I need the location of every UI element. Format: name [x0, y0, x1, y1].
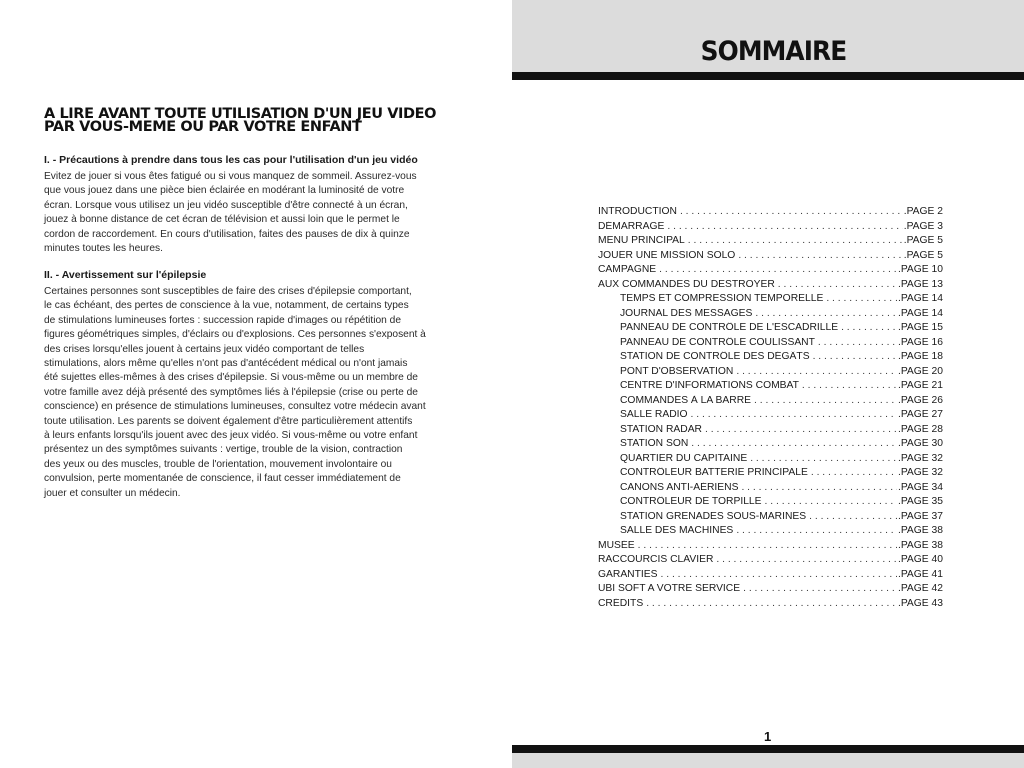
toc-entry-label: CANONS ANTI-AÉRIENS [620, 481, 739, 493]
precautions-heading: I. - Précautions à prendre dans tous les cas pour l'utilisation d'un jeu vidéo [44, 154, 418, 166]
toc-entry [598, 351, 943, 366]
toc-entry-label: STATION DE CONTRÔLE DES DÉGÂTS [620, 351, 810, 362]
toc-entry-page: .PAGE 21 [897, 380, 943, 391]
toc-leader-dots [688, 235, 903, 246]
paragraph-line: stimulations, alors même qu'elles n'ont pas d'antécédent médical ou n'ont jamais [44, 358, 408, 370]
toc-entry-page: .PAGE 43 [897, 597, 943, 609]
toc-entry [598, 206, 943, 221]
toc-entry [598, 293, 943, 308]
toc-leader-dots [841, 322, 897, 333]
toc-leader-dots [736, 366, 897, 377]
header-band [512, 0, 1024, 72]
toc-entry-label: TEMPS ET COMPRESSION TEMPORELLE [620, 293, 824, 304]
toc-entry-label: SALLE RADIO [620, 409, 688, 420]
toc-entry-label: PONT D'OBSERVATION [620, 365, 734, 377]
toc-leader-dots [667, 221, 902, 232]
toc-entry-label: JOUER UNE MISSION SOLO [598, 249, 736, 261]
paragraph-line: convulsion, perte momentanée de conscience, il faut cesser immédiatement de [44, 473, 401, 485]
paragraph-line: été sujettes elles-mêmes à des crises d'épilepsie. Si vous-même ou un membre de [44, 372, 418, 384]
paragraph-line: Certaines personnes sont susceptibles de faire des crises d'épilepsie comportant, [44, 286, 412, 297]
toc-entry-label: CENTRE D'INFORMATIONS COMBAT [620, 380, 799, 391]
toc-entry [598, 511, 943, 526]
toc-entry-label: STATION GRENADES SOUS-MARINES [620, 510, 807, 522]
toc-entry-label: PANNEAU DE CONTRÔLE DE L'ESCADRILLE [620, 322, 839, 333]
toc-leader-dots [765, 496, 897, 507]
toc-entry [598, 554, 943, 569]
toc-entry [598, 221, 943, 236]
toc-entry-label: STATION RADAR [620, 423, 702, 435]
toc-entry [598, 540, 943, 555]
toc-leader-dots [705, 424, 897, 435]
toc-entry-page: .PAGE 16 [897, 336, 943, 348]
toc-leader-dots [716, 554, 897, 565]
toc-entry-page: .PAGE 26 [897, 394, 943, 406]
paragraph-line: que vous jouez dans une pièce bien éclairée en modérant la luminosité de votre [44, 185, 405, 197]
right-page [512, 0, 1024, 768]
toc-entry [598, 438, 943, 453]
page-number: 1 [764, 729, 772, 744]
toc-entry [598, 598, 943, 613]
toc-entry-label: COMMANDES À LA BARRE [620, 394, 752, 406]
paragraph-line: figures géométriques simples, d'éclairs ou d'explosions. Ces personnes s'exposent à [44, 329, 426, 341]
toc-entry-page: .PAGE 20 [897, 365, 943, 377]
paragraph-line: conscience) en présence de stimulations lumineuses, consultez votre médecin avant [44, 401, 426, 413]
toc-entry [598, 337, 943, 352]
toc-entry [598, 409, 943, 424]
toc-leader-dots [818, 337, 897, 348]
toc-entry-label: GARANTIES [598, 568, 658, 580]
toc-entry-label: CONTRÔLEUR DE TORPILLE [620, 496, 762, 507]
paragraph-line: minutes toutes les heures. [44, 243, 163, 255]
precautions-paragraph [44, 170, 474, 256]
toc-entry-page: .PAGE 27 [897, 409, 943, 420]
warning-title [44, 108, 474, 134]
paragraph-line: écran. Lorsque vous utilisez un jeu vidéo susceptible d'être connecté à un écran, [44, 199, 408, 211]
paragraph-line: cordon de raccordement. En cours d'utilisation, faites des pauses de dix à quinze [44, 228, 410, 240]
toc-entry-page: .PAGE 18 [897, 351, 943, 362]
toc-entry-page: .PAGE 15 [897, 322, 943, 333]
toc-entry-page: .PAGE 40 [897, 554, 943, 565]
toc-entry [598, 250, 943, 265]
toc-entry [598, 279, 943, 294]
toc-leader-dots [736, 525, 897, 536]
toc-entry-page: .PAGE 37 [897, 510, 943, 522]
toc-entry-label: RACCOURCIS CLAVIER [598, 554, 714, 565]
paragraph-line: des yeux ou des muscles, trouble de l'orientation, mouvement involontaire ou [44, 458, 392, 470]
toc-entry [598, 235, 943, 250]
toc-leader-dots [826, 293, 897, 304]
toc-leader-dots [778, 279, 897, 290]
toc-entry-page: .PAGE 5 [903, 235, 943, 246]
paragraph-line: à leurs enfants lorsqu'ils jouent avec des jeux vidéo. Si vous-même ou votre enfant [44, 430, 418, 442]
toc-entry-label: JOURNAL DES MESSAGES [620, 307, 753, 319]
footer-band [512, 753, 1024, 768]
toc-leader-dots [661, 569, 897, 580]
toc-entry [598, 395, 943, 410]
paragraph-line: Evitez de jouer si vous êtes fatigué ou si vous manquez de sommeil. Assurez-vous [44, 171, 417, 182]
paragraph-line: jouez à bonne distance de cet écran de télévision et aussi loin que le permet le [44, 214, 400, 226]
toc-entry-page: .PAGE 5 [903, 249, 943, 261]
warning-title-line: A LIRE AVANT TOUTE UTILISATION D'UN JEU VIDEO [44, 106, 437, 122]
toc-entry [598, 322, 943, 337]
toc-entry [598, 482, 943, 497]
toc-entry-label: QUARTIER DU CAPITAINE [620, 452, 748, 464]
footer-rule [512, 745, 1024, 753]
paragraph-line: toute utilisation. Les parents se doivent également d'être particulièrement attentifs [44, 415, 413, 427]
paragraph-line: des crises lorsqu'elles jouent à certains jeux vidéo comportant de telles [44, 343, 365, 355]
toc-entry-page: .PAGE 2 [903, 206, 943, 217]
toc-entry-label: CONTRÔLEUR BATTERIE PRINCIPALE [620, 467, 808, 478]
toc-entry-page: .PAGE 42 [897, 583, 943, 594]
toc-entry [598, 308, 943, 323]
toc-entry-page: .PAGE 32 [897, 452, 943, 464]
toc-entry-page: .PAGE 38 [897, 525, 943, 536]
toc-entry-page: .PAGE 38 [897, 539, 943, 551]
toc-entry [598, 424, 943, 439]
paragraph-line: présentez un des symptômes suivants : vertige, trouble de la vision, contraction [44, 444, 403, 456]
toc-entry [598, 264, 943, 279]
paragraph-line: le cas échéant, des pertes de conscience à la vue, notamment, de certains types [44, 300, 409, 312]
toc-entry-page: .PAGE 35 [897, 496, 943, 507]
toc-entry-page: .PAGE 14 [897, 293, 943, 304]
paragraph-line: votre famille avez déjà présenté des symptômes liés à l'épilepsie (crise ou perte de [44, 386, 418, 398]
toc-entry [598, 496, 943, 511]
sommaire-title: SOMMAIRE [700, 36, 846, 67]
toc-entry-label: PANNEAU DE CONTRÔLE COULISSANT [620, 336, 815, 348]
toc-leader-dots [638, 540, 897, 551]
epilepsy-heading: II. - Avertissement sur l'épilepsie [44, 269, 207, 281]
toc-entry-label: SALLE DES MACHINES [620, 525, 734, 536]
table-of-contents [598, 206, 943, 612]
toc-leader-dots [738, 250, 902, 261]
toc-leader-dots [741, 482, 897, 493]
toc-leader-dots [754, 395, 897, 406]
toc-entry-label: MENU PRINCIPAL [598, 235, 685, 246]
toc-leader-dots [743, 583, 897, 594]
toc-entry-page: .PAGE 30 [897, 438, 943, 449]
toc-entry-page: .PAGE 10 [897, 264, 943, 275]
toc-leader-dots [750, 453, 897, 464]
toc-leader-dots [691, 409, 897, 420]
toc-entry [598, 583, 943, 598]
toc-entry-page: .PAGE 13 [897, 278, 943, 290]
toc-leader-dots [691, 438, 897, 449]
paragraph-line: de stimulations lumineuses fortes : succession rapide d'images ou répétition de [44, 314, 402, 326]
header-rule [512, 72, 1024, 80]
toc-leader-dots [813, 351, 897, 362]
toc-entry-label: CAMPAGNE [598, 264, 657, 275]
warning-title-line: PAR VOUS-MEME OU PAR VOTRE ENFANT [44, 119, 362, 135]
toc-leader-dots [659, 264, 897, 275]
toc-entry-page: .PAGE 32 [897, 467, 943, 478]
toc-leader-dots [809, 511, 897, 522]
toc-entry [598, 366, 943, 381]
toc-entry-label: DÉMARRAGE [598, 220, 665, 232]
toc-entry-page: .PAGE 34 [897, 481, 943, 493]
toc-leader-dots [646, 598, 897, 609]
toc-leader-dots [802, 380, 897, 391]
toc-leader-dots [680, 206, 903, 217]
toc-entry [598, 525, 943, 540]
toc-entry [598, 380, 943, 395]
toc-entry-page: .PAGE 41 [897, 568, 943, 580]
toc-leader-dots [811, 467, 897, 478]
toc-entry [598, 467, 943, 482]
toc-entry-label: STATION SON [620, 438, 689, 449]
toc-entry-page: .PAGE 3 [903, 220, 943, 232]
toc-entry-page: .PAGE 28 [897, 423, 943, 435]
toc-entry-label: AUX COMMANDES DU DESTROYER [598, 278, 775, 290]
toc-entry-label: INTRODUCTION [598, 206, 677, 217]
toc-entry [598, 453, 943, 468]
epilepsy-paragraph [44, 285, 474, 501]
paragraph-line: jouer et consulter un médecin. [44, 487, 181, 499]
toc-leader-dots [755, 308, 897, 319]
toc-entry [598, 569, 943, 584]
toc-entry-label: MUSÉE [598, 539, 635, 551]
toc-entry-label: CRÉDITS [598, 597, 644, 609]
toc-entry-label: UBI SOFT A VOTRE SERVICE [598, 583, 741, 594]
toc-entry-page: .PAGE 14 [897, 307, 943, 319]
